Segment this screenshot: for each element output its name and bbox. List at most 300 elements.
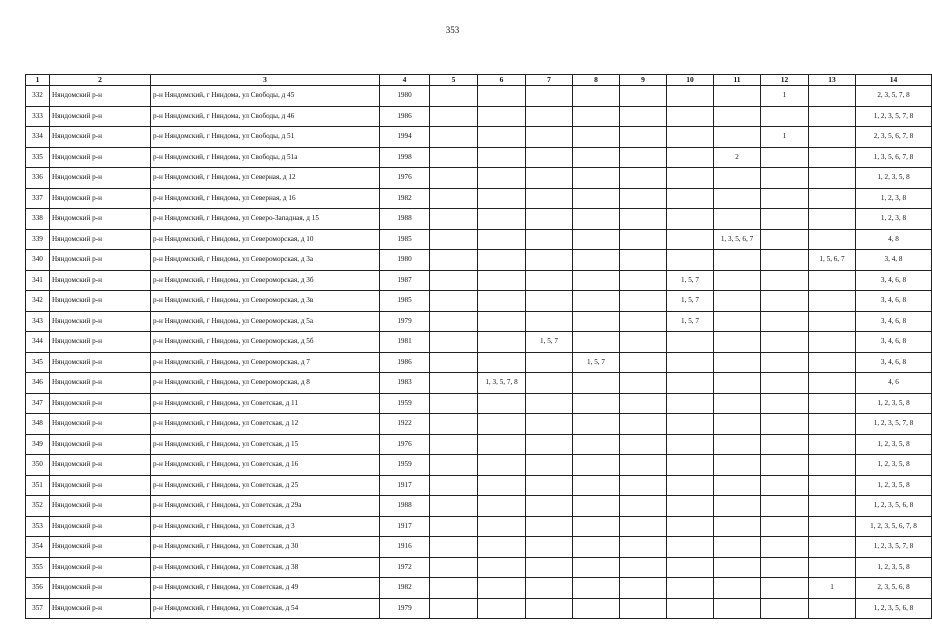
column-6-cell	[478, 496, 526, 517]
column-5-cell	[430, 106, 478, 127]
column-5-cell	[430, 229, 478, 250]
year-cell: 1988	[380, 209, 430, 230]
row-number: 354	[26, 537, 50, 558]
column-12-cell	[761, 557, 809, 578]
column-14-cell: 1, 2, 3, 5, 8	[856, 393, 932, 414]
column-11-cell	[714, 475, 761, 496]
column-14-cell: 1, 2, 3, 5, 8	[856, 557, 932, 578]
row-number: 356	[26, 578, 50, 599]
column-7-cell	[526, 147, 573, 168]
table-row	[26, 516, 932, 537]
district-cell: Няндомский р-н	[50, 311, 151, 332]
address-cell: р-н Няндомский, г Няндома, ул Североморская, д 3в	[151, 291, 380, 312]
column-10-cell	[667, 475, 714, 496]
column-10-cell	[667, 209, 714, 230]
column-5-cell	[430, 311, 478, 332]
column-11-cell	[714, 332, 761, 353]
address-cell: р-н Няндомский, г Няндома, ул Североморская, д 5б	[151, 332, 380, 353]
column-11-cell	[714, 598, 761, 619]
address-cell: р-н Няндомский, г Няндома, ул Североморская, д 5а	[151, 311, 380, 332]
year-cell: 1980	[380, 250, 430, 271]
year-cell: 1972	[380, 557, 430, 578]
column-6-cell	[478, 106, 526, 127]
column-6-cell	[478, 168, 526, 189]
column-8-cell	[573, 475, 620, 496]
column-13-cell	[809, 147, 856, 168]
column-13-cell: 1	[809, 578, 856, 599]
column-8-cell	[573, 229, 620, 250]
address-cell: р-н Няндомский, г Няндома, ул Свободы, д 46	[151, 106, 380, 127]
table-row	[26, 455, 932, 476]
column-12-cell	[761, 578, 809, 599]
column-5-cell	[430, 127, 478, 148]
column-10-cell	[667, 332, 714, 353]
column-7-cell	[526, 168, 573, 189]
row-number: 334	[26, 127, 50, 148]
column-7-cell	[526, 393, 573, 414]
address-cell: р-н Няндомский, г Няндома, ул Советская, д 12	[151, 414, 380, 435]
column-14-cell: 1, 2, 3, 5, 8	[856, 475, 932, 496]
column-6-cell	[478, 414, 526, 435]
column-14-cell: 1, 2, 3, 8	[856, 209, 932, 230]
column-7-cell	[526, 455, 573, 476]
column-10-cell	[667, 147, 714, 168]
table-row	[26, 291, 932, 312]
column-14-cell: 3, 4, 8	[856, 250, 932, 271]
column-11-cell	[714, 516, 761, 537]
row-number: 349	[26, 434, 50, 455]
district-cell: Няндомский р-н	[50, 229, 151, 250]
table-row	[26, 147, 932, 168]
column-9-cell	[620, 209, 667, 230]
row-number: 351	[26, 475, 50, 496]
column-12-cell	[761, 455, 809, 476]
column-6-cell	[478, 250, 526, 271]
column-9-cell	[620, 168, 667, 189]
column-10-cell: 1, 5, 7	[667, 311, 714, 332]
column-8-cell	[573, 598, 620, 619]
column-5-cell	[430, 598, 478, 619]
district-cell: Няндомский р-н	[50, 250, 151, 271]
table-row	[26, 106, 932, 127]
district-cell: Няндомский р-н	[50, 434, 151, 455]
column-5-cell	[430, 291, 478, 312]
column-7-cell	[526, 250, 573, 271]
column-7-cell	[526, 291, 573, 312]
column-10-cell	[667, 106, 714, 127]
column-5-cell	[430, 393, 478, 414]
column-10-cell	[667, 188, 714, 209]
column-6-cell	[478, 393, 526, 414]
column-7-cell	[526, 496, 573, 517]
district-cell: Няндомский р-н	[50, 352, 151, 373]
column-8-cell	[573, 127, 620, 148]
column-14-cell: 1, 2, 3, 5, 6, 8	[856, 598, 932, 619]
row-number: 342	[26, 291, 50, 312]
column-14-cell: 4, 8	[856, 229, 932, 250]
column-14-cell: 1, 2, 3, 5, 8	[856, 168, 932, 189]
column-header-14: 14	[856, 75, 932, 86]
column-10-cell	[667, 598, 714, 619]
column-9-cell	[620, 352, 667, 373]
column-header-2: 2	[50, 75, 151, 86]
column-5-cell	[430, 434, 478, 455]
column-9-cell	[620, 537, 667, 558]
table-row	[26, 578, 932, 599]
column-6-cell	[478, 578, 526, 599]
column-10-cell	[667, 352, 714, 373]
row-number: 338	[26, 209, 50, 230]
column-8-cell	[573, 106, 620, 127]
column-7-cell	[526, 414, 573, 435]
row-number: 357	[26, 598, 50, 619]
table-row	[26, 188, 932, 209]
column-13-cell	[809, 168, 856, 189]
column-13-cell	[809, 516, 856, 537]
column-13-cell	[809, 229, 856, 250]
column-6-cell	[478, 332, 526, 353]
column-12-cell: 1	[761, 127, 809, 148]
column-14-cell: 3, 4, 6, 8	[856, 332, 932, 353]
column-5-cell	[430, 516, 478, 537]
column-6-cell	[478, 352, 526, 373]
row-number: 343	[26, 311, 50, 332]
row-number: 352	[26, 496, 50, 517]
column-10-cell	[667, 537, 714, 558]
column-6-cell	[478, 311, 526, 332]
column-12-cell	[761, 106, 809, 127]
column-7-cell	[526, 188, 573, 209]
year-cell: 1981	[380, 332, 430, 353]
district-cell: Няндомский р-н	[50, 270, 151, 291]
column-12-cell	[761, 598, 809, 619]
column-10-cell	[667, 127, 714, 148]
row-number: 348	[26, 414, 50, 435]
column-13-cell	[809, 414, 856, 435]
column-10-cell	[667, 250, 714, 271]
row-number: 353	[26, 516, 50, 537]
row-number: 355	[26, 557, 50, 578]
column-7-cell	[526, 270, 573, 291]
column-14-cell: 1, 2, 3, 5, 6, 7, 8	[856, 516, 932, 537]
column-12-cell	[761, 352, 809, 373]
column-11-cell: 2	[714, 147, 761, 168]
column-header-6: 6	[478, 75, 526, 86]
column-6-cell	[478, 434, 526, 455]
column-header-5: 5	[430, 75, 478, 86]
column-6-cell	[478, 557, 526, 578]
table-row	[26, 209, 932, 230]
column-5-cell	[430, 537, 478, 558]
column-header-13: 13	[809, 75, 856, 86]
column-9-cell	[620, 229, 667, 250]
column-8-cell	[573, 455, 620, 476]
table-body	[26, 86, 932, 619]
column-12-cell	[761, 168, 809, 189]
district-cell: Няндомский р-н	[50, 168, 151, 189]
column-header-12: 12	[761, 75, 809, 86]
column-header-9: 9	[620, 75, 667, 86]
column-6-cell	[478, 291, 526, 312]
column-6-cell	[478, 209, 526, 230]
column-11-cell	[714, 434, 761, 455]
column-10-cell	[667, 393, 714, 414]
column-13-cell	[809, 127, 856, 148]
column-11-cell	[714, 496, 761, 517]
column-12-cell	[761, 250, 809, 271]
address-cell: р-н Няндомский, г Няндома, ул Североморская, д 3б	[151, 270, 380, 291]
address-cell: р-н Няндомский, г Няндома, ул Североморская, д 10	[151, 229, 380, 250]
column-13-cell	[809, 557, 856, 578]
column-7-cell	[526, 516, 573, 537]
column-11-cell: 1, 3, 5, 6, 7	[714, 229, 761, 250]
column-9-cell	[620, 393, 667, 414]
row-number: 341	[26, 270, 50, 291]
row-number: 347	[26, 393, 50, 414]
column-11-cell	[714, 414, 761, 435]
column-8-cell	[573, 250, 620, 271]
year-cell: 1976	[380, 434, 430, 455]
column-11-cell	[714, 168, 761, 189]
column-10-cell: 1, 5, 7	[667, 270, 714, 291]
column-14-cell: 3, 4, 6, 8	[856, 270, 932, 291]
address-cell: р-н Няндомский, г Няндома, ул Советская, д 3	[151, 516, 380, 537]
year-cell: 1986	[380, 352, 430, 373]
column-9-cell	[620, 250, 667, 271]
column-13-cell	[809, 270, 856, 291]
year-cell: 1980	[380, 86, 430, 107]
column-12-cell	[761, 414, 809, 435]
column-12-cell	[761, 311, 809, 332]
year-cell: 1994	[380, 127, 430, 148]
column-7-cell	[526, 106, 573, 127]
column-10-cell: 1, 5, 7	[667, 291, 714, 312]
year-cell: 1979	[380, 598, 430, 619]
column-8-cell	[573, 393, 620, 414]
column-13-cell	[809, 332, 856, 353]
table-row	[26, 557, 932, 578]
column-14-cell: 1, 2, 3, 5, 7, 8	[856, 537, 932, 558]
column-14-cell: 1, 2, 3, 8	[856, 188, 932, 209]
address-cell: р-н Няндомский, г Няндома, ул Советская, д 11	[151, 393, 380, 414]
column-11-cell	[714, 250, 761, 271]
column-8-cell	[573, 537, 620, 558]
column-12-cell	[761, 270, 809, 291]
row-number: 345	[26, 352, 50, 373]
column-14-cell: 3, 4, 6, 8	[856, 291, 932, 312]
column-11-cell	[714, 188, 761, 209]
column-12-cell	[761, 209, 809, 230]
address-cell: р-н Няндомский, г Няндома, ул Советская, д 30	[151, 537, 380, 558]
column-14-cell: 1, 3, 5, 6, 7, 8	[856, 147, 932, 168]
column-10-cell	[667, 414, 714, 435]
column-11-cell	[714, 311, 761, 332]
column-13-cell	[809, 106, 856, 127]
district-cell: Няндомский р-н	[50, 393, 151, 414]
column-9-cell	[620, 291, 667, 312]
table-row	[26, 434, 932, 455]
table-row	[26, 393, 932, 414]
column-8-cell	[573, 332, 620, 353]
district-cell: Няндомский р-н	[50, 455, 151, 476]
column-5-cell	[430, 188, 478, 209]
column-7-cell	[526, 557, 573, 578]
column-10-cell	[667, 229, 714, 250]
column-11-cell	[714, 270, 761, 291]
year-cell: 1959	[380, 455, 430, 476]
column-13-cell	[809, 496, 856, 517]
column-14-cell: 1, 2, 3, 5, 8	[856, 455, 932, 476]
column-13-cell	[809, 311, 856, 332]
year-cell: 1922	[380, 414, 430, 435]
column-5-cell	[430, 496, 478, 517]
column-11-cell	[714, 291, 761, 312]
district-cell: Няндомский р-н	[50, 127, 151, 148]
column-8-cell	[573, 578, 620, 599]
column-12-cell	[761, 147, 809, 168]
column-8-cell	[573, 373, 620, 394]
address-cell: р-н Няндомский, г Няндома, ул Советская, д 15	[151, 434, 380, 455]
year-cell: 1987	[380, 270, 430, 291]
table-row	[26, 311, 932, 332]
column-header-10: 10	[667, 75, 714, 86]
page-number: 353	[445, 25, 460, 35]
column-14-cell: 2, 3, 5, 6, 7, 8	[856, 127, 932, 148]
district-cell: Няндомский р-н	[50, 209, 151, 230]
column-10-cell	[667, 578, 714, 599]
column-9-cell	[620, 188, 667, 209]
column-8-cell	[573, 147, 620, 168]
district-cell: Няндомский р-н	[50, 147, 151, 168]
column-8-cell	[573, 86, 620, 107]
column-13-cell	[809, 475, 856, 496]
district-cell: Няндомский р-н	[50, 578, 151, 599]
year-cell: 1985	[380, 229, 430, 250]
column-10-cell	[667, 86, 714, 107]
column-12-cell	[761, 496, 809, 517]
column-5-cell	[430, 332, 478, 353]
column-9-cell	[620, 270, 667, 291]
column-6-cell	[478, 188, 526, 209]
district-cell: Няндомский р-н	[50, 557, 151, 578]
table-row	[26, 496, 932, 517]
column-5-cell	[430, 147, 478, 168]
year-cell: 1982	[380, 578, 430, 599]
column-10-cell	[667, 557, 714, 578]
address-cell: р-н Няндомский, г Няндома, ул Свободы, д 45	[151, 86, 380, 107]
table-row	[26, 332, 932, 353]
table-row	[26, 537, 932, 558]
column-9-cell	[620, 516, 667, 537]
table-row	[26, 270, 932, 291]
year-cell: 1917	[380, 516, 430, 537]
header-row	[26, 75, 932, 86]
column-6-cell	[478, 455, 526, 476]
column-6-cell	[478, 270, 526, 291]
column-13-cell	[809, 455, 856, 476]
table-row	[26, 352, 932, 373]
table-row	[26, 250, 932, 271]
column-9-cell	[620, 557, 667, 578]
column-11-cell	[714, 86, 761, 107]
column-7-cell	[526, 434, 573, 455]
column-9-cell	[620, 147, 667, 168]
column-9-cell	[620, 86, 667, 107]
column-5-cell	[430, 86, 478, 107]
address-cell: р-н Няндомский, г Няндома, ул Свободы, д 51а	[151, 147, 380, 168]
district-cell: Няндомский р-н	[50, 332, 151, 353]
column-7-cell	[526, 229, 573, 250]
column-header-3: 3	[151, 75, 380, 86]
column-6-cell	[478, 127, 526, 148]
table-row	[26, 86, 932, 107]
column-10-cell	[667, 516, 714, 537]
district-cell: Няндомский р-н	[50, 414, 151, 435]
year-cell: 1976	[380, 168, 430, 189]
housing-registry-table	[25, 74, 932, 619]
column-11-cell	[714, 537, 761, 558]
column-11-cell	[714, 578, 761, 599]
district-cell: Няндомский р-н	[50, 188, 151, 209]
column-13-cell	[809, 393, 856, 414]
column-8-cell	[573, 557, 620, 578]
district-cell: Няндомский р-н	[50, 496, 151, 517]
column-6-cell	[478, 537, 526, 558]
column-8-cell	[573, 270, 620, 291]
column-13-cell	[809, 352, 856, 373]
column-12-cell	[761, 229, 809, 250]
row-number: 340	[26, 250, 50, 271]
row-number: 344	[26, 332, 50, 353]
column-9-cell	[620, 598, 667, 619]
column-6-cell: 1, 3, 5, 7, 8	[478, 373, 526, 394]
address-cell: р-н Няндомский, г Няндома, ул Северная, д 12	[151, 168, 380, 189]
column-7-cell	[526, 127, 573, 148]
year-cell: 1979	[380, 311, 430, 332]
column-7-cell	[526, 86, 573, 107]
column-13-cell	[809, 86, 856, 107]
table-row	[26, 229, 932, 250]
address-cell: р-н Няндомский, г Няндома, ул Советская, д 29а	[151, 496, 380, 517]
row-number: 333	[26, 106, 50, 127]
column-5-cell	[430, 373, 478, 394]
column-header-11: 11	[714, 75, 761, 86]
column-9-cell	[620, 475, 667, 496]
column-14-cell: 1, 2, 3, 5, 6, 8	[856, 496, 932, 517]
column-12-cell	[761, 516, 809, 537]
year-cell: 1988	[380, 496, 430, 517]
column-9-cell	[620, 455, 667, 476]
column-14-cell: 3, 4, 6, 8	[856, 352, 932, 373]
column-10-cell	[667, 168, 714, 189]
column-7-cell	[526, 598, 573, 619]
table-row	[26, 127, 932, 148]
address-cell: р-н Няндомский, г Няндома, ул Советская, д 38	[151, 557, 380, 578]
column-6-cell	[478, 147, 526, 168]
column-11-cell	[714, 352, 761, 373]
district-cell: Няндомский р-н	[50, 475, 151, 496]
column-13-cell	[809, 373, 856, 394]
column-7-cell	[526, 537, 573, 558]
column-11-cell	[714, 373, 761, 394]
column-5-cell	[430, 168, 478, 189]
column-11-cell	[714, 127, 761, 148]
column-12-cell: 1	[761, 86, 809, 107]
column-12-cell	[761, 537, 809, 558]
column-14-cell: 3, 4, 6, 8	[856, 311, 932, 332]
column-14-cell: 4, 6	[856, 373, 932, 394]
column-7-cell: 1, 5, 7	[526, 332, 573, 353]
